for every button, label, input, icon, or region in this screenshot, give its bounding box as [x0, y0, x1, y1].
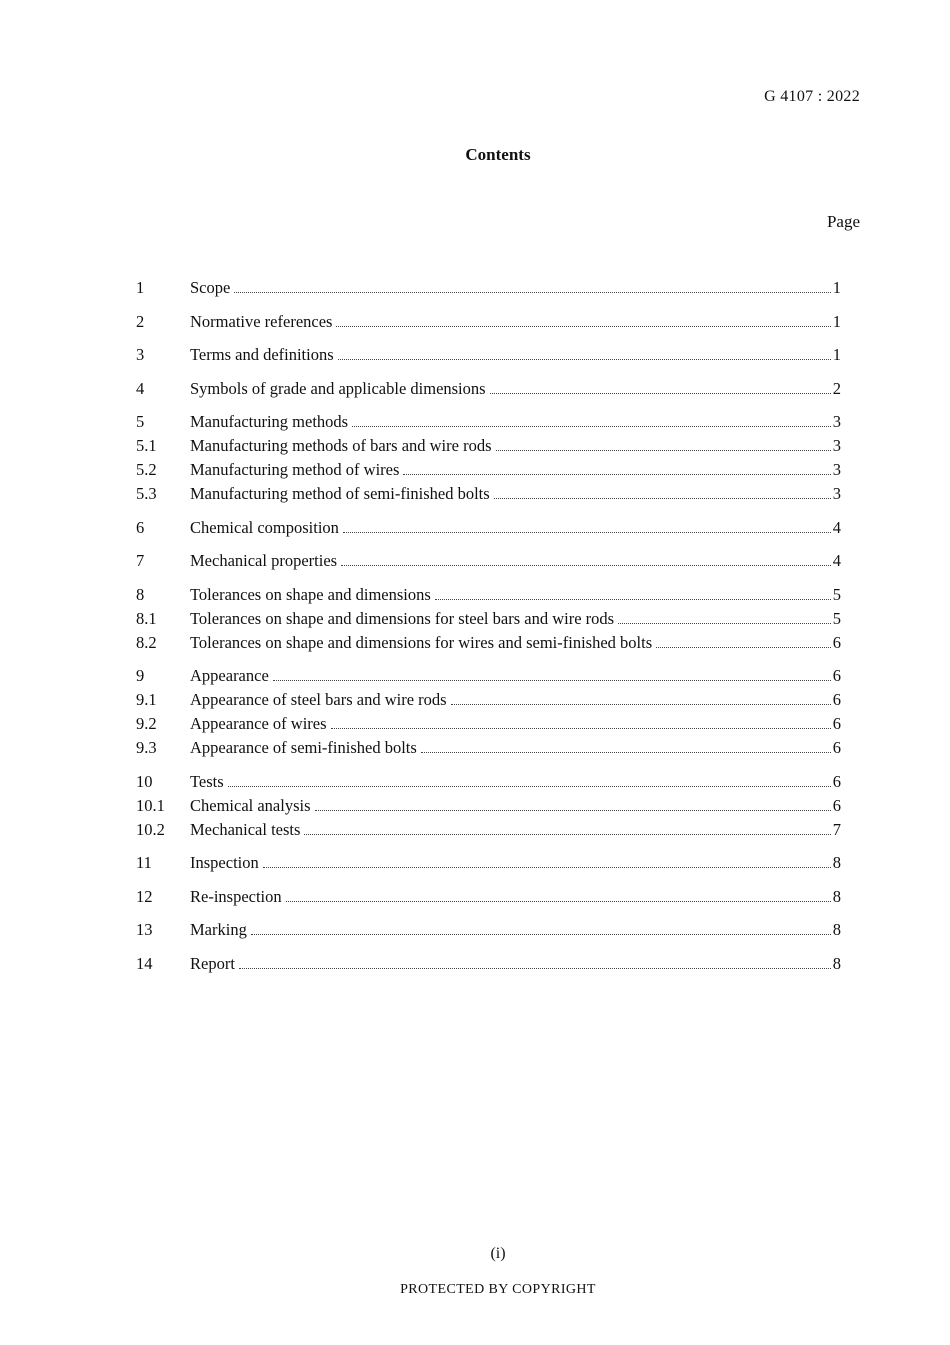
toc-entry-number: 5.3 — [136, 484, 157, 503]
toc-section-group — [136, 516, 841, 540]
toc-entry-page: 6 — [832, 690, 841, 709]
toc-entry-number: 8 — [136, 584, 145, 604]
dot-leader — [352, 425, 831, 427]
toc-entry[interactable] — [136, 712, 841, 736]
toc-entry-page: 8 — [832, 920, 841, 939]
toc-section-group — [136, 664, 841, 760]
dot-leader — [435, 598, 831, 600]
toc-entry[interactable] — [136, 631, 841, 655]
dot-leader — [286, 900, 831, 902]
toc-entry-number: 9.1 — [136, 690, 157, 709]
toc-section-group — [136, 885, 841, 909]
toc-entry-page: 3 — [832, 436, 841, 455]
toc-entry-page: 6 — [832, 738, 841, 757]
toc-entry-number: 5 — [136, 412, 145, 431]
document-code: G 4107 : 2022 — [764, 88, 860, 105]
dot-leader — [234, 291, 830, 293]
toc-entry-title: Marking — [190, 920, 247, 939]
toc-section-group — [136, 918, 841, 942]
toc-entry[interactable] — [136, 276, 841, 300]
dot-leader — [338, 358, 831, 360]
toc-entry-title: Chemical analysis — [190, 795, 311, 815]
dot-leader — [656, 646, 831, 648]
toc-entry[interactable] — [136, 310, 841, 334]
toc-entry-title: Appearance — [190, 666, 269, 685]
toc-entry-page: 3 — [832, 484, 841, 503]
toc-entry-number: 9.3 — [136, 738, 157, 757]
toc-entry-title: Terms and definitions — [190, 345, 334, 364]
toc-entry-number: 2 — [136, 311, 145, 331]
toc-section-group — [136, 952, 841, 976]
toc-entry[interactable] — [136, 482, 841, 506]
toc-section-group — [136, 343, 841, 367]
toc-entry-title: Manufacturing method of semi-finished bolts — [190, 484, 490, 503]
toc-entry[interactable] — [136, 918, 841, 942]
toc-entry-number: 14 — [136, 953, 153, 973]
dot-leader — [304, 833, 830, 835]
toc-entry[interactable] — [136, 516, 841, 540]
toc-entry[interactable] — [136, 794, 841, 818]
footer-page-number: (i) — [490, 1245, 506, 1262]
toc-entry-title: Scope — [190, 278, 231, 297]
toc-section-group — [136, 410, 841, 506]
toc-entry-title: Manufacturing method of wires — [190, 460, 400, 479]
toc-entry-page: 3 — [832, 412, 841, 431]
toc-entry-number: 5.1 — [136, 436, 157, 455]
toc-entry-number: 8.2 — [136, 632, 157, 652]
page-column-header: Page — [826, 212, 860, 231]
toc-entry-title: Re-inspection — [190, 886, 282, 906]
toc-entry-number: 10.1 — [136, 795, 165, 815]
toc-entry-page: 8 — [832, 886, 841, 906]
toc-entry-title: Tolerances on shape and dimensions for wires and semi-finished bolts — [190, 632, 653, 652]
toc-entry-page: 6 — [832, 632, 841, 652]
dot-leader — [273, 679, 831, 681]
toc-entry-page: 5 — [832, 608, 841, 628]
toc-entry-title: Tolerances on shape and dimensions for steel bars and wire rods — [190, 608, 615, 628]
toc-entry-title: Manufacturing methods — [190, 412, 349, 431]
toc-entry-title: Appearance of semi-finished bolts — [190, 738, 417, 757]
toc-entry-number: 10.2 — [136, 819, 165, 839]
toc-entry[interactable] — [136, 549, 841, 573]
dot-leader — [403, 473, 830, 475]
toc-entry-title: Manufacturing methods of bars and wire rods — [190, 436, 492, 455]
toc-entry[interactable] — [136, 377, 841, 401]
toc-entry[interactable] — [136, 818, 841, 842]
toc-entry[interactable] — [136, 434, 841, 458]
toc-entry-title: Inspection — [190, 853, 259, 872]
toc-entry-page: 5 — [832, 584, 841, 604]
toc-entry-title: Normative references — [190, 311, 333, 331]
toc-entry-number: 3 — [136, 345, 145, 364]
dot-leader — [494, 497, 831, 499]
toc-title: Contents — [465, 145, 531, 164]
toc-entry-page: 6 — [832, 666, 841, 685]
dot-leader — [263, 866, 831, 868]
toc-entry[interactable] — [136, 664, 841, 688]
toc-entry[interactable] — [136, 410, 841, 434]
dot-leader — [618, 622, 831, 624]
toc-entry-title: Appearance of wires — [190, 714, 327, 733]
toc-section-group — [136, 377, 841, 401]
toc-entry[interactable] — [136, 607, 841, 631]
toc-entry-number: 9 — [136, 666, 145, 685]
dot-leader — [490, 392, 831, 394]
toc-entry-title: Report — [190, 953, 235, 973]
toc-entry[interactable] — [136, 688, 841, 712]
dot-leader — [336, 325, 830, 327]
toc-section-group — [136, 583, 841, 655]
toc-entry-page: 8 — [832, 853, 841, 872]
toc-entry-number: 1 — [136, 278, 145, 297]
toc-section-group — [136, 310, 841, 334]
dot-leader — [451, 703, 831, 705]
toc-entry-title: Tests — [190, 771, 224, 791]
toc-entry-number: 10 — [136, 771, 153, 791]
toc-entry-page: 1 — [832, 311, 841, 331]
toc-entry[interactable] — [136, 770, 841, 794]
toc-section-group — [136, 549, 841, 573]
toc-entry-page: 6 — [832, 771, 841, 791]
toc-section-group — [136, 770, 841, 842]
table-of-contents — [136, 276, 841, 985]
toc-entry[interactable] — [136, 343, 841, 367]
toc-entry-number: 6 — [136, 517, 145, 537]
toc-entry-number: 12 — [136, 886, 153, 906]
toc-entry-number: 11 — [136, 853, 152, 872]
toc-section-group — [136, 851, 841, 875]
toc-entry[interactable] — [136, 736, 841, 760]
toc-entry-page: 1 — [832, 345, 841, 364]
toc-entry-title: Mechanical properties — [190, 551, 338, 570]
toc-entry[interactable] — [136, 952, 841, 976]
toc-entry-number: 13 — [136, 920, 153, 939]
dot-leader — [251, 933, 831, 935]
dot-leader — [496, 449, 831, 451]
toc-entry-number: 8.1 — [136, 608, 157, 628]
toc-entry[interactable] — [136, 885, 841, 909]
copyright-notice: PROTECTED BY COPYRIGHT — [400, 1282, 596, 1297]
dot-leader — [315, 809, 831, 811]
toc-entry-title: Appearance of steel bars and wire rods — [190, 690, 447, 709]
toc-entry[interactable] — [136, 851, 841, 875]
toc-entry[interactable] — [136, 583, 841, 607]
toc-entry-number: 9.2 — [136, 714, 157, 733]
toc-entry-page: 4 — [832, 551, 841, 570]
toc-entry-number: 4 — [136, 378, 145, 398]
dot-leader — [341, 564, 831, 566]
toc-entry-number: 7 — [136, 551, 145, 570]
toc-entry-page: 1 — [832, 278, 841, 297]
toc-entry-number: 5.2 — [136, 460, 157, 479]
toc-entry-page: 6 — [832, 714, 841, 733]
toc-entry-page: 6 — [832, 795, 841, 815]
toc-entry-title: Symbols of grade and applicable dimensions — [190, 378, 486, 398]
dot-leader — [228, 785, 831, 787]
dot-leader — [239, 967, 831, 969]
toc-entry-title: Tolerances on shape and dimensions — [190, 584, 431, 604]
dot-leader — [421, 751, 831, 753]
toc-section-group — [136, 276, 841, 300]
toc-entry-page: 2 — [832, 378, 841, 398]
toc-entry-title: Chemical composition — [190, 517, 339, 537]
toc-entry-page: 7 — [832, 819, 841, 839]
dot-leader — [331, 727, 831, 729]
toc-entry-title: Mechanical tests — [190, 819, 301, 839]
toc-entry-page: 3 — [832, 460, 841, 479]
dot-leader — [343, 531, 831, 533]
toc-entry-page: 8 — [832, 953, 841, 973]
toc-entry[interactable] — [136, 458, 841, 482]
toc-entry-page: 4 — [832, 517, 841, 537]
